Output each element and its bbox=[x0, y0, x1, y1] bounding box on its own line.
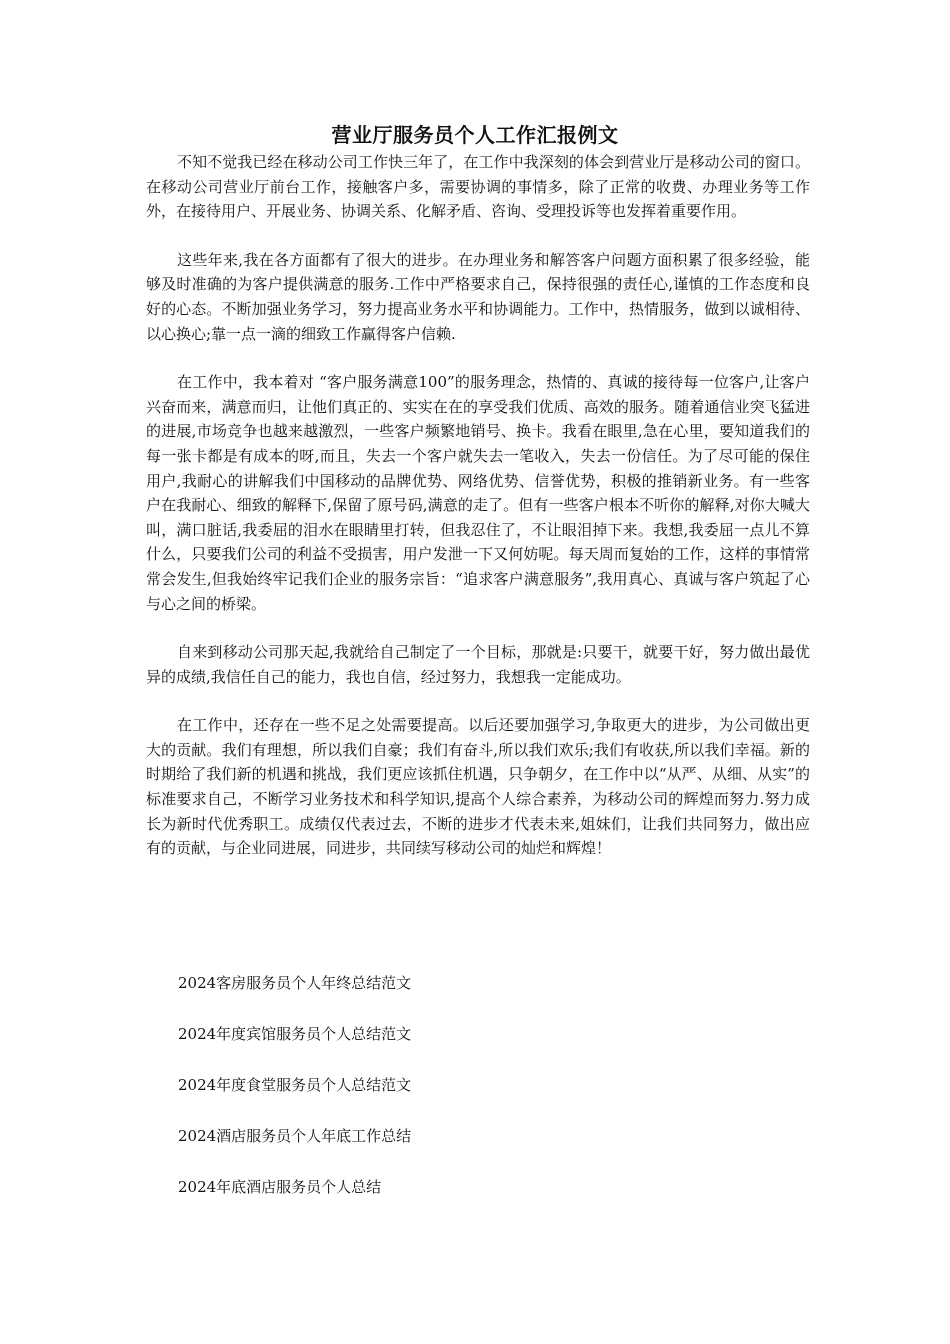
paragraph-1: 不知不觉我已经在移动公司工作快三年了，在工作中我深刻的体会到营业厅是移动公司的窗口。在移动公司营业厅前台工作，接触客户多，需要协调的事情多，除了正常的收费、办理业务等工作外，在接待用户、开展业务、协调关系、化解矛盾、咨询、受理投诉等也发挥着重要作用。 bbox=[146, 153, 810, 221]
related-link-4[interactable]: 2024酒店服务员个人年底工作总结 bbox=[178, 1127, 412, 1145]
paragraph-4: 自来到移动公司那天起,我就给自己制定了一个目标，那就是:只要干，就要干好，努力做出最优异的成绩,我信任自己的能力，我也自信，经过努力，我想我一定能成功。 bbox=[146, 643, 810, 686]
paragraph-5: 在工作中，还存在一些不足之处需要提高。以后还要加强学习,争取更大的进步，为公司做出更大的贡献。我们有理想，所以我们自豪；我们有奋斗,所以我们欢乐;我们有收获,所以我们幸福。新的时期给了我们新的机遇和挑战，我们更应该抓住机遇，只争朝夕，在工作中以“从严、从细、从实”的标准要求自己，不断学习业务技术和科学知识,提高个人综合素养，为移动公司的辉煌而努力.努力成长为新时代优秀职工。成绩仅代表过去，不断的进步才代表未来,姐妹们，让我们共同努力，做出应有的贡献，与企业同进展，同进步，共同续写移动公司的灿烂和辉煌！ bbox=[146, 716, 810, 858]
related-link-5[interactable]: 2024年底酒店服务员个人总结 bbox=[178, 1178, 382, 1196]
paragraph-3: 在工作中，我本着对 “客户服务满意100”的服务理念，热情的、真诚的接待每一位客户,让客户兴奋而来，满意而归，让他们真正的、实实在在的享受我们优质、高效的服务。随着通信业突飞猛进的进展,市场竞争也越来越激烈，一些客户频繁地销号、换卡。我看在眼里,急在心里，要知道我们的每一张卡都是有成本的呀,而且，失去一个客户就失去一笔收入，失去一份信任。为了尽可能的保住用户,我耐心的讲解我们中国移动的品牌优势、网络优势、信誉优势，积极的推销新业务。有一些客户在我耐心、细致的解释下,保留了原号码,满意的走了。但有一些客户根本不听你的解释,对你大喊大叫，满口脏话,我委屈的泪水在眼睛里打转，但我忍住了，不让眼泪掉下来。我想,我委屈一点儿不算什么，只要我们公司的利益不受损害，用户发泄一下又何妨呢。每天周而复始的工作，这样的事情常常会发生,但我始终牢记我们企业的服务宗旨：“追求客户满意服务”,我用真心、真诚与客户筑起了心与心之间的桥梁。 bbox=[146, 373, 810, 613]
paragraph-2: 这些年来,我在各方面都有了很大的进步。在办理业务和解答客户问题方面积累了很多经验，能够及时准确的为客户提供满意的服务.工作中严格要求自己，保持很强的责任心,谨慎的工作态度和良好的心态。不断加强业务学习，努力提高业务水平和协调能力。工作中，热情服务，做到以诚相待、以心换心;靠一点一滴的细致工作赢得客户信赖. bbox=[146, 250, 810, 343]
related-link-3[interactable]: 2024年度食堂服务员个人总结范文 bbox=[178, 1076, 412, 1094]
related-link-2[interactable]: 2024年度宾馆服务员个人总结范文 bbox=[178, 1025, 412, 1043]
document-title: 营业厅服务员个人工作汇报例文 bbox=[331, 123, 619, 147]
related-links-list bbox=[178, 970, 778, 1225]
document-body bbox=[146, 150, 810, 885]
related-link-1[interactable]: 2024客房服务员个人年终总结范文 bbox=[178, 974, 412, 992]
